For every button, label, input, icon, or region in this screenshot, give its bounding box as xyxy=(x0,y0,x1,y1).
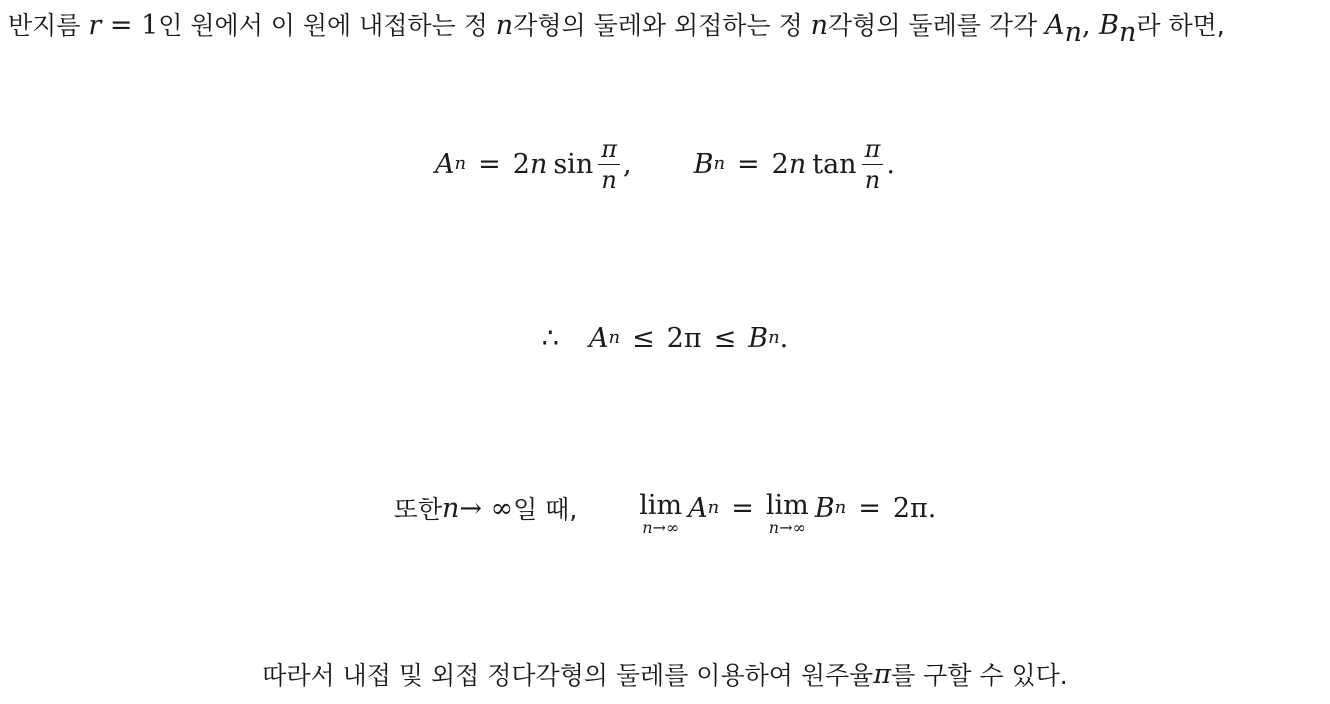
conclusion-pi-symbol: π xyxy=(873,658,892,690)
formula-B-symbol: B xyxy=(693,148,714,180)
therefore-symbol: ∴ xyxy=(541,322,559,354)
limit-n-variable: n xyxy=(441,492,460,524)
n-variable-circumscribed: n xyxy=(810,10,829,41)
fraction-numerator-pi: π xyxy=(598,136,620,165)
n-variable-inscribed: n xyxy=(495,10,514,41)
formula-A-coefficient: 2 xyxy=(512,148,530,180)
radius-equals-one: = 1 xyxy=(101,10,159,41)
intro-text-2: 인 원에서 이 원에 내접하는 정 xyxy=(158,11,496,40)
lim-word: lim xyxy=(765,490,809,521)
formula-B-period: . xyxy=(886,148,895,180)
inequality-B-symbol: B xyxy=(748,322,769,354)
limit-equals-2: = xyxy=(858,492,881,524)
radius-variable: r xyxy=(88,10,102,41)
formula-A-comma: , xyxy=(623,148,632,180)
conclusion-text-2: 를 구할 수 있다. xyxy=(891,661,1068,690)
inequality-A-symbol: A xyxy=(588,322,609,354)
formula-A-n: n xyxy=(529,148,548,180)
formula-A-equals: = xyxy=(478,148,501,180)
formula-A-symbol: A xyxy=(435,148,455,180)
intro-comma: , xyxy=(1081,10,1100,41)
lim-subscript: n→∞ xyxy=(768,518,806,537)
limit-equals-1: = xyxy=(731,492,754,524)
limit-operator-B xyxy=(765,490,809,537)
less-equal-symbol-2: ≤ xyxy=(713,322,737,354)
limit-A-symbol: A xyxy=(688,492,708,524)
perimeter-formulas: A n = 2 n sin $\frac{\pi}{n}$ , B n = 2 n tan $\frac{\pi}{n}$ . xyxy=(435,134,895,194)
inequality-period: . xyxy=(779,322,789,354)
intro-A-symbol: A xyxy=(1045,10,1065,41)
limit-result: 2π. xyxy=(892,492,937,524)
formula-B-equals: = xyxy=(737,148,760,180)
conclusion-line xyxy=(0,654,1330,694)
less-equal-symbol-1: ≤ xyxy=(632,322,655,354)
limit-arrow-infinity: → ∞ xyxy=(459,492,514,524)
limit-B-symbol: B xyxy=(814,492,835,524)
two-pi: 2π xyxy=(666,322,702,354)
fraction-denominator-n: n xyxy=(601,165,617,194)
limit-text-before: 또한 xyxy=(393,495,442,524)
intro-A-subscript: n xyxy=(1064,17,1082,48)
fraction-denominator-n: n xyxy=(864,165,881,194)
conclusion-text-1: 따라서 내접 및 외접 정다각형의 둘레를 이용하여 원주율 xyxy=(262,661,874,690)
formula-B-coefficient: 2 xyxy=(771,148,789,180)
pi-over-n-fraction-tan xyxy=(862,136,884,193)
limit-text-after: 일 때, xyxy=(513,495,578,524)
lim-word: lim xyxy=(639,490,683,521)
intro-text-5: 라 하면, xyxy=(1136,11,1225,40)
intro-B-symbol: B xyxy=(1099,10,1119,41)
limit-operator-A xyxy=(639,490,683,537)
tan-function: tan xyxy=(812,148,857,180)
formula-B-n: n xyxy=(788,148,807,180)
sin-function: sin xyxy=(553,148,594,180)
intro-line xyxy=(8,8,1225,48)
intro-text-4: 각형의 둘레를 각각 xyxy=(828,11,1046,40)
limit-line: 또한 n → ∞ 일 때, lim n→∞ A n = lim n→∞ B n = 2π. xyxy=(393,490,937,537)
intro-B-subscript: n xyxy=(1118,17,1137,48)
pi-over-n-fraction-sin xyxy=(598,136,620,193)
lim-subscript: n→∞ xyxy=(642,518,680,537)
intro-text-3: 각형의 둘레와 외접하는 정 xyxy=(513,11,811,40)
inequality-line: ∴ A n ≤ 2π ≤ B n . xyxy=(541,322,789,354)
fraction-numerator-pi: π xyxy=(862,136,884,165)
intro-text-1: 반지름 xyxy=(8,11,89,40)
